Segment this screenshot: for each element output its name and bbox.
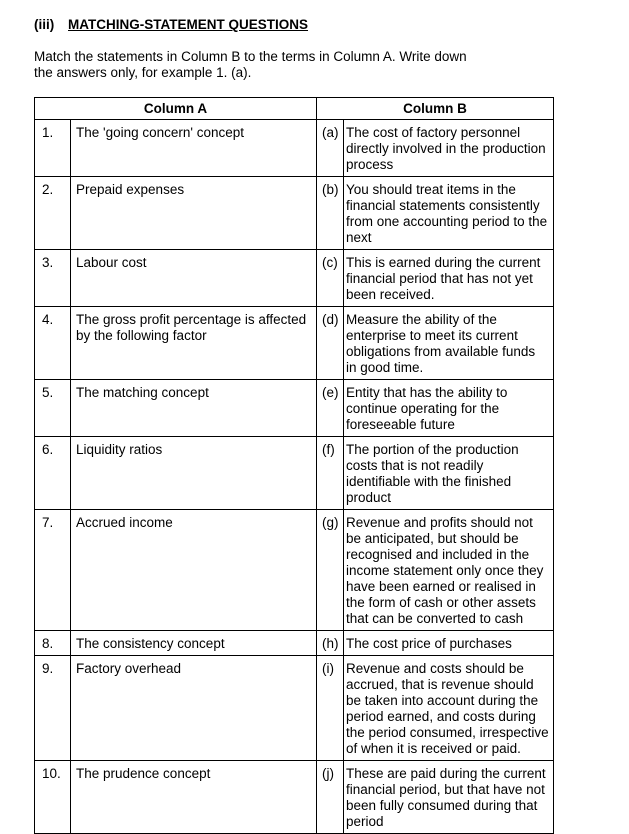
column-a-term: Factory overhead — [71, 656, 317, 761]
row-letter: (j) — [317, 761, 344, 834]
row-number: 2. — [35, 177, 71, 250]
column-b-statement: Measure the ability of the enterprise to meet its current obligations from available funds in good time. — [344, 307, 554, 380]
column-a-term: The prudence concept — [71, 761, 317, 834]
row-number: 6. — [35, 437, 71, 510]
column-a-term: Prepaid expenses — [71, 177, 317, 250]
section-number: (iii) — [34, 17, 55, 32]
column-a-term: Labour cost — [71, 250, 317, 307]
table-row — [35, 250, 554, 307]
row-letter: (i) — [317, 656, 344, 761]
row-number: 9. — [35, 656, 71, 761]
table-row — [35, 761, 554, 834]
column-a-header: Column A — [35, 98, 317, 120]
column-a-term: Accrued income — [71, 510, 317, 631]
column-b-statement: The cost of factory personnel directly involved in the production process — [344, 120, 554, 177]
column-a-term: Liquidity ratios — [71, 437, 317, 510]
column-a-term: The consistency concept — [71, 631, 317, 656]
column-a-term: The 'going concern' concept — [71, 120, 317, 177]
section-title: MATCHING-STATEMENT QUESTIONS — [68, 17, 309, 32]
column-b-statement: The portion of the production costs that is not readily identifiable with the finished product — [344, 437, 554, 510]
row-letter: (g) — [317, 510, 344, 631]
matching-table — [34, 97, 554, 834]
column-b-statement: These are paid during the current financial period, but that have not been fully consumed during that period — [344, 761, 554, 834]
row-letter: (a) — [317, 120, 344, 177]
column-b-statement: Revenue and costs should be accrued, that is revenue should be taken into account during the period earned, and costs during the period consumed, irrespective of when it is received or paid. — [344, 656, 554, 761]
column-b-statement: Entity that has the ability to continue operating for the foreseeable future — [344, 380, 554, 437]
row-number: 8. — [35, 631, 71, 656]
row-number: 4. — [35, 307, 71, 380]
row-number: 3. — [35, 250, 71, 307]
column-a-term: The gross profit percentage is affected by the following factor — [71, 307, 317, 380]
table-row — [35, 437, 554, 510]
row-letter: (c) — [317, 250, 344, 307]
table-row — [35, 631, 554, 656]
row-number: 10. — [35, 761, 71, 834]
column-b-header: Column B — [317, 98, 554, 120]
row-number: 7. — [35, 510, 71, 631]
section-heading — [34, 17, 308, 32]
table-body — [35, 120, 554, 834]
column-b-statement: Revenue and profits should not be anticipated, but should be recognised and included in the income statement only once they have been earned or realised in the form of cash or other assets that can be converted to cash — [344, 510, 554, 631]
table-header-row — [35, 98, 554, 120]
column-b-statement: This is earned during the current financial period that has not yet been received. — [344, 250, 554, 307]
table-row — [35, 120, 554, 177]
column-b-statement: You should treat items in the financial statements consistently from one accounting period to the next — [344, 177, 554, 250]
table-row — [35, 380, 554, 437]
table-row — [35, 307, 554, 380]
row-number: 5. — [35, 380, 71, 437]
instructions: Match the statements in Column B to the terms in Column A. Write down the answers only, for example 1. (a). — [34, 49, 467, 80]
table-row — [35, 656, 554, 761]
row-letter: (f) — [317, 437, 344, 510]
row-number: 1. — [35, 120, 71, 177]
table-row — [35, 177, 554, 250]
column-a-term: The matching concept — [71, 380, 317, 437]
row-letter: (e) — [317, 380, 344, 437]
row-letter: (b) — [317, 177, 344, 250]
table-row — [35, 510, 554, 631]
row-letter: (h) — [317, 631, 344, 656]
column-b-statement: The cost price of purchases — [344, 631, 554, 656]
row-letter: (d) — [317, 307, 344, 380]
